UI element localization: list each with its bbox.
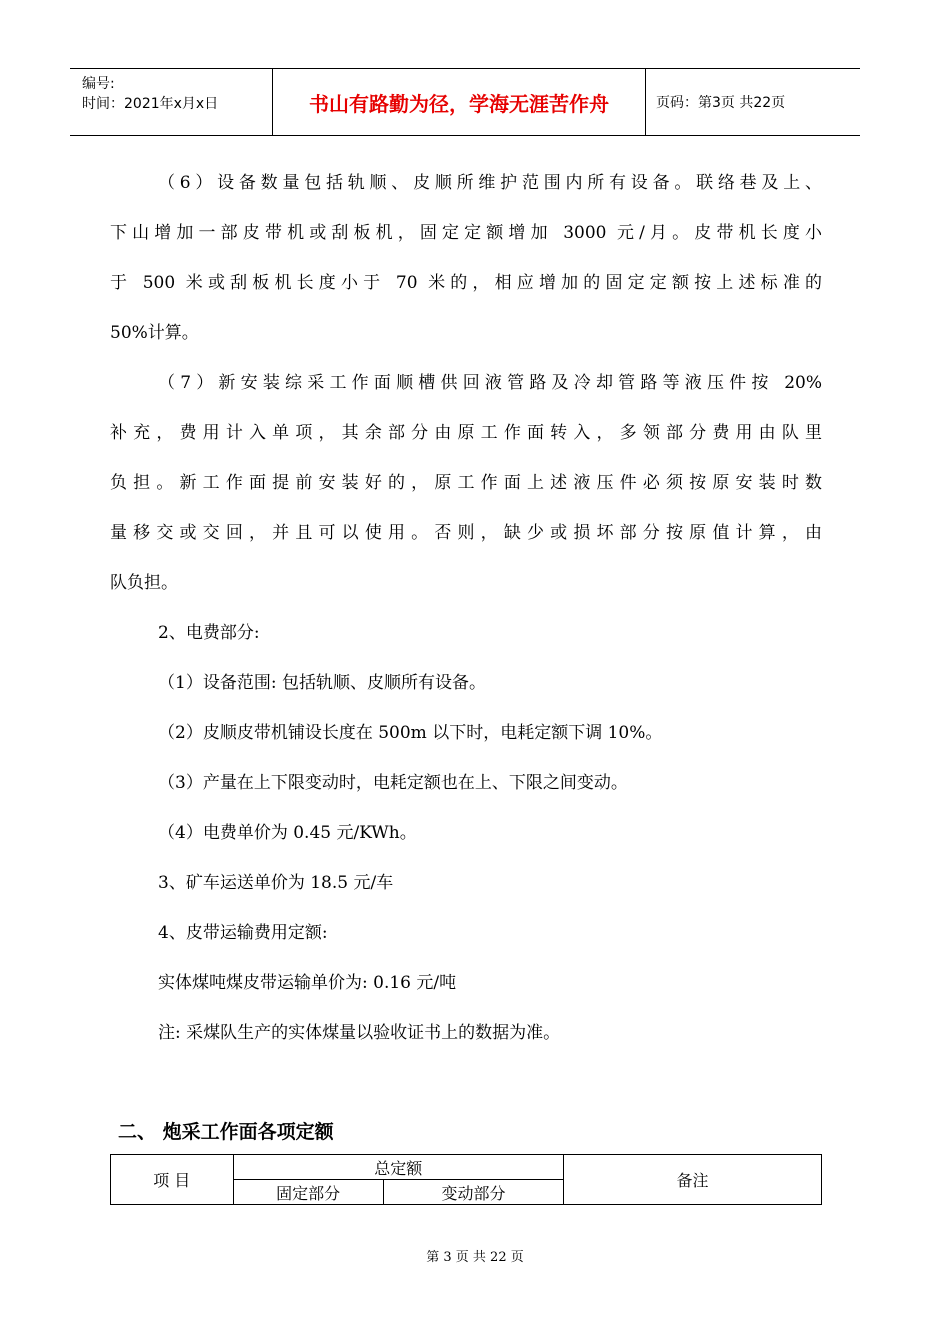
page-footer: 第 3 页 共 22 页 [426,1250,524,1265]
paragraph-line: （2）皮顺皮带机铺设长度在 500m 以下时，电耗定额下调 10%。 [158,723,663,743]
subsection-heading: 4、皮带运输费用定额: [158,923,328,943]
section-title: 二、 炮采工作面各项定额 [118,1121,334,1143]
header-motto-cell [272,69,646,135]
paragraph-line: 3、矿车运送单价为 18.5 元/车 [158,873,394,893]
paragraph-line: 50%计算。 [110,323,199,343]
paragraph-line: 量移交或交回，并且可以使用。否则，缺少或损坏部分按原值计算，由 [110,523,822,543]
header-left-cell [70,69,272,135]
document-number-label: 编号: [82,76,115,92]
table-header-fixed: 固定部分 [233,1180,383,1205]
paragraph-line: 实体煤吨煤皮带运输单价为: 0.16 元/吨 [158,973,457,993]
quota-table [110,1154,822,1205]
paragraph-line: （3）产量在上下限变动时，电耗定额也在上、下限之间变动。 [158,773,628,793]
table-header-item: 项 目 [111,1155,234,1205]
paragraph-line: （4）电费单价为 0.45 元/KWh。 [158,823,417,843]
subsection-heading: 2、电费部分: [158,623,260,643]
header-motto: 书山有路勤为径，学海无涯苦作舟 [309,91,609,116]
paragraph-line: （6）设备数量包括轨顺、皮顺所维护范围内所有设备。联络巷及上、 [158,173,822,193]
header-page-info: 页码：第3页 共22页 [656,95,786,111]
paragraph-line: （7）新安装综采工作面顺槽供回液管路及冷却管路等液压件按 20% [158,373,822,393]
table-header-variable: 变动部分 [383,1180,563,1205]
table-row [111,1155,822,1180]
paragraph-line: （1）设备范围: 包括轨顺、皮顺所有设备。 [158,673,486,693]
paragraph-line: 负担。新工作面提前安装好的，原工作面上述液压件必须按原安装时数 [110,473,822,493]
page-header [70,68,860,136]
note-line: 注: 采煤队生产的实体煤量以验收证书上的数据为准。 [158,1023,561,1043]
paragraph-line: 于 500 米或刮板机长度小于 70 米的，相应增加的固定定额按上述标准的 [110,273,822,293]
paragraph-line: 下山增加一部皮带机或刮板机，固定定额增加 3000 元/月。皮带机长度小 [110,223,822,243]
paragraph-line: 补充，费用计入单项，其余部分由原工作面转入，多领部分费用由队里 [110,423,822,443]
table-header-total: 总定额 [233,1155,564,1180]
document-time-label: 时间：2021年x月x日 [82,96,219,112]
table-header-remark: 备注 [564,1155,822,1205]
paragraph-line: 队负担。 [110,573,178,593]
